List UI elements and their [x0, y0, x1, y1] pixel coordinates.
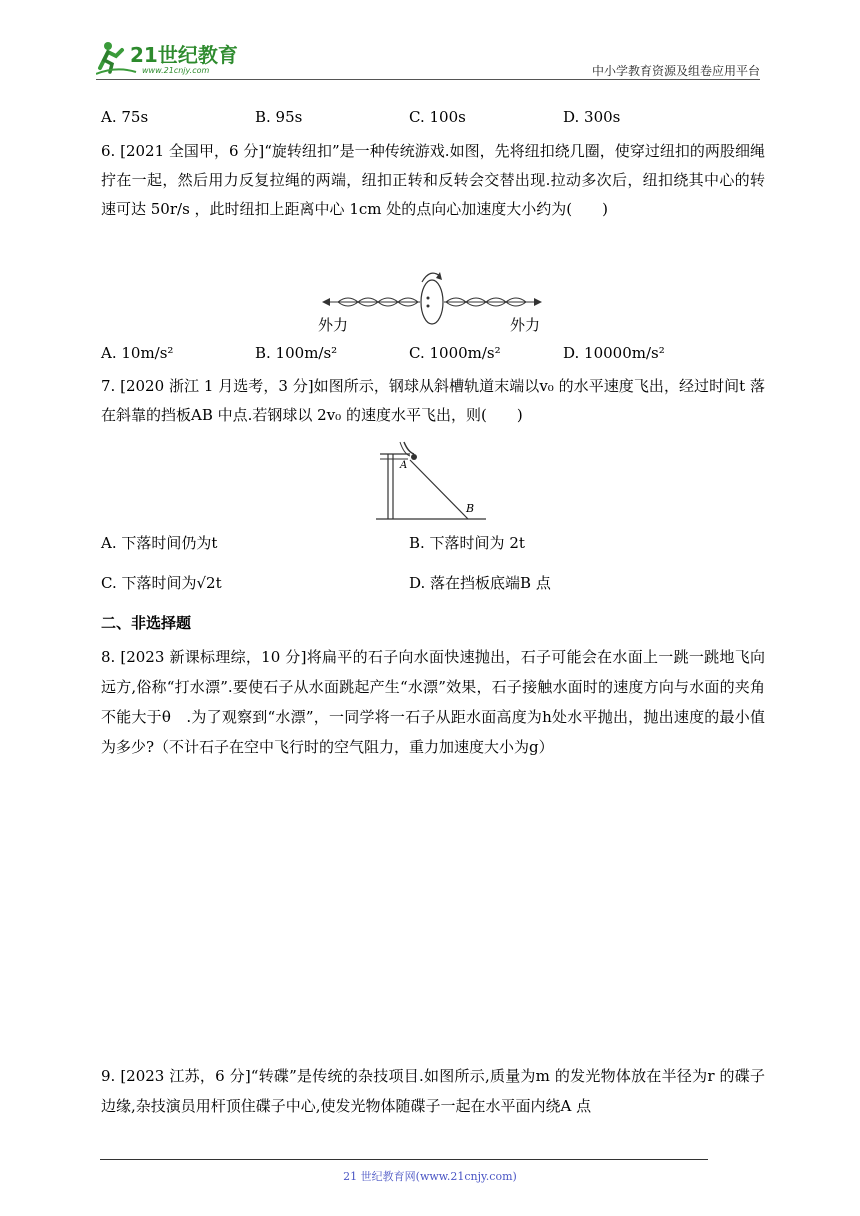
brand-logo — [96, 38, 266, 76]
q6-option-d: D. 10000m/s² — [563, 344, 665, 362]
q9-question-text: 9. [2023 江苏，6 分]“转碟”是传统的杂技项目.如图所示,质量为m 的发光物体放在半径为r 的碟子边缘,杂技演员用杆顶住碟子中心,使发光物体随碟子一起在水平面内绕A 点 — [101, 1067, 765, 1115]
q7-ramp-figure — [374, 438, 490, 522]
platform-text: 中小学教育资源及组卷应用平台 — [591, 64, 760, 78]
footer-text: 21 世纪教育网(www.21cnjy.com) — [343, 1170, 517, 1183]
q7-point-b-label: B — [466, 502, 475, 515]
q7-point-a-label: A — [400, 460, 408, 471]
q5-option-a: A. 75s — [101, 108, 149, 126]
q7-option-d: D. 落在挡板底端B 点 — [409, 574, 551, 592]
q5-option-b: B. 95s — [255, 108, 303, 126]
q7-option-b: B. 下落时间为 2t — [409, 534, 525, 552]
q6-figure-label-right: 外力 — [510, 316, 541, 334]
q7-question-text: 7. [2020 浙江 1 月选考，3 分]如图所示，钢球从斜槽轨道末端以v₀ 的水平速度飞出，经过时间t 落在斜靠的挡板AB 中点.若钢球以 2v₀ 的速度水平飞出，则( ) — [101, 377, 765, 424]
q6-question-text: 6. [2021 全国甲，6 分]“旋转纽扣”是一种传统游戏.如图，先将纽扣绕几圈，使穿过纽扣的两股细绳拧在一起，然后用力反复拉绳的两端，纽扣正转和反转会交替出现.拉动多次后，纽扣绕其中心的转速可达 50r/s ，此时纽扣上距离中心 1cm 处的点向心加速度大小约为( ) — [101, 142, 765, 218]
q6-option-a: A. 10m/s² — [101, 344, 174, 362]
q6-figure-label-left: 外力 — [318, 316, 349, 334]
q6-option-c: C. 1000m/s² — [409, 344, 501, 362]
q5-option-c: C. 100s — [409, 108, 466, 126]
q6-button-figure — [318, 268, 548, 334]
footer-divider — [100, 1159, 708, 1160]
runner-logo-icon — [96, 38, 266, 76]
q6-option-b: B. 100m/s² — [255, 344, 338, 362]
header-divider — [96, 79, 760, 80]
q7-option-c: C. 下落时间为√2t — [101, 574, 222, 592]
brand-logo-text: 21世纪教育 — [130, 43, 238, 67]
brand-url-text: www.21cnjy.com — [142, 66, 210, 75]
q5-option-d: D. 300s — [563, 108, 621, 126]
q8-question-text: 8. [2023 新课标理综，10 分]将扁平的石子向水面快速抛出，石子可能会在水面上一跳一跳地飞向远方,俗称“打水漂”.要使石子从水面跳起产生“水漂”效果，石子接触水面时的速度方向与水面的夹角不能大于θ .为了观察到“水漂”，一同学将一石子从距水面高度为h处水平抛出，抛出速度的最小值为多少?（不计石子在空中飞行时的空气阻力，重力加速度大小为g） — [101, 648, 765, 756]
section-title: 二、非选择题 — [101, 614, 192, 632]
q7-option-a: A. 下落时间仍为t — [101, 534, 218, 552]
